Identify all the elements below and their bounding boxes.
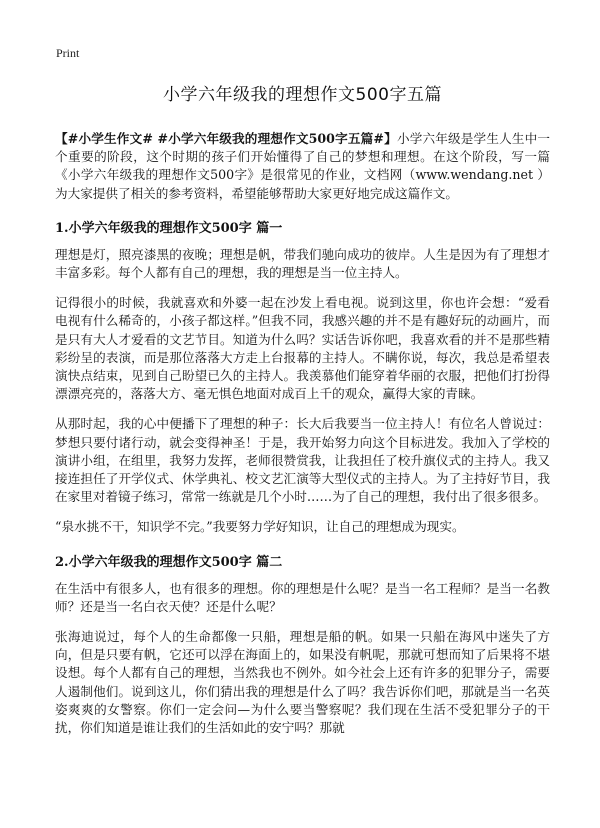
section2-paragraph-2: 张海迪说过，每个人的生命都像一只船，理想是船的帆。如果一只船在海风中迷失了方向，但是只要有帆，它还可以浮在海面上的，如果没有帆呢，那就可想而知了后果将不堪设想。每个人都有自己的理想，当然我也不例外。如今社会上还有许多的犯罪分子，需要人遏制他们。说到这儿，你们猜出我的理想是什么了吗？我告诉你们吧，那就是当一名英姿爽爽的女警察。你们一定会问—为什么要当警察呢？我们现在生活不受犯罪分子的干扰，你们知道是谁让我们的生活如此的安宁吗？那就: [55, 629, 550, 736]
intro-text: 小学六年级是学生人生中一个重要的阶段，这个时期的孩子们开始懂得了自己的梦想和理想。在这个阶段，写一篇《小学六年级我的理想作文500字》是很常见的作业，文档网（www.wendang.net ）为大家提供了相关的参考资料，希望能够帮助大家更好地完成这篇作文。: [55, 131, 550, 201]
section-heading-1: 1.小学六年级我的理想作文500字 篇一: [55, 220, 283, 236]
print-label[interactable]: Print: [56, 46, 80, 60]
intro-paragraph: [55, 130, 550, 203]
intro-tag: 【#小学生作文# #小学六年级我的理想作文500字五篇#】: [55, 131, 397, 146]
section1-paragraph-4: “泉水挑不干，知识学不完。”我要努力学好知识，让自己的理想成为现实。: [55, 519, 465, 535]
section1-paragraph-1: 理想是灯，照亮漆黑的夜晚；理想是帆，带我们驰向成功的彼岸。人生是因为有了理想才丰富多彩。每个人都有自己的理想，我的理想是当一位主持人。: [55, 246, 550, 281]
section1-paragraph-2: 记得很小的时候，我就喜欢和外婆一起在沙发上看电视。说到这里，你也许会想：“爱看电视有什么稀奇的，小孩子都这样。”但我不同，我感兴趣的并不是有趣好玩的动画片，而是只有大人才爱看的文艺节目。知道为什么吗？实话告诉你吧，我喜欢看的并不是那些精彩纷呈的表演，而是那位落落大方走上台报幕的主持人。不瞒你说，每次，我总是希望表演快点结束，见到自己盼望已久的主持人。我羡慕他们能穿着华丽的衣服，把他们打扮得漂漂亮亮的，落落大方、毫无惧色地面对成百上千的观众，赢得大家的青睐。: [55, 295, 550, 402]
page-title: 小学六年级我的理想作文500字五篇: [163, 85, 442, 105]
section2-paragraph-1: 在生活中有很多人，也有很多的理想。你的理想是什么呢？是当一名工程师？是当一名教师？还是当一名白衣天使？还是什么呢？: [55, 580, 550, 614]
section1-paragraph-3: 从那时起，我的心中便播下了理想的种子：长大后我要当一位主持人！有位名人曾说过：梦想只要付诸行动，就会变得神圣！于是，我开始努力向这个目标进发。我加入了学校的演讲小组，在组里，我努力发挥，老师很赞赏我，让我担任了校升旗仪式的主持人。我又接连担任了开学仪式、休学典礼、校文艺汇演等大型仪式的主持人。为了主持好节目，我在家里对着镜子练习，常常一练就是几个小时……为了自己的理想，我付出了很多很多。: [55, 416, 550, 505]
section-heading-2: 2.小学六年级我的理想作文500字 篇二: [55, 554, 283, 570]
